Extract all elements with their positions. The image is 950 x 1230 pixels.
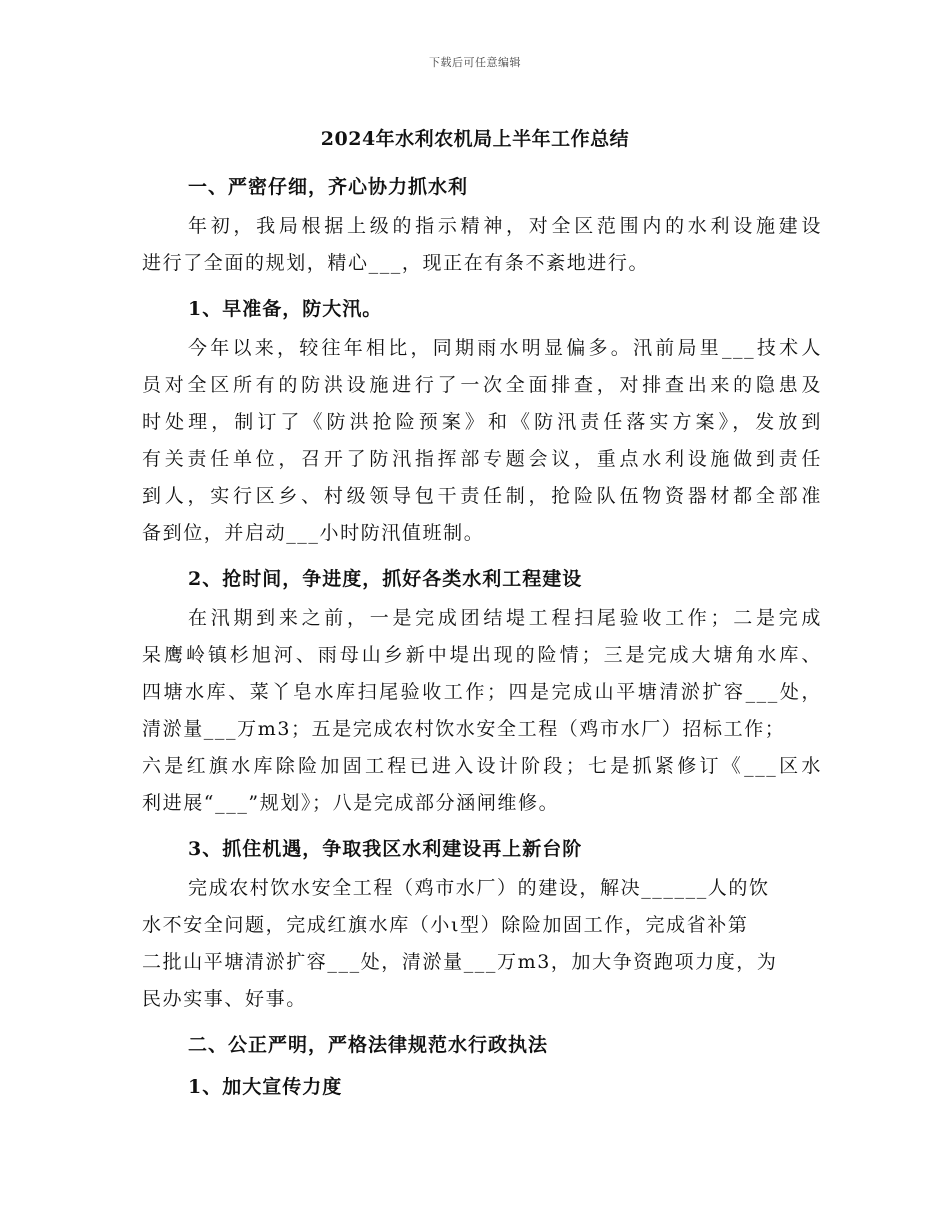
paragraph-line: 时处理，制订了《防洪抢险预案》和《防汛责任落实方案》，发放到 [142, 411, 822, 433]
paragraph-line: 年初，我局根据上级的指示精神，对全区范围内的水利设施建设 [188, 215, 822, 237]
paragraph-line: 备到位，并启动___小时防汛值班制。 [142, 522, 485, 544]
document-body [142, 168, 822, 1106]
document-title: 2024年水利农机局上半年工作总结 [320, 128, 630, 150]
paragraph-line: 民办实事、好事。 [142, 988, 307, 1010]
section-1-paragraph [142, 208, 822, 282]
section-heading-2: 二、公正严明，严格法律规范水行政执法 [188, 1034, 549, 1056]
paragraph-line: 四塘水库、菜丫皂水库扫尾验收工作；四是完成山平塘清淤扩容___处， [142, 681, 822, 703]
paragraph-line: 利进展“___”规划》；八是完成部分涵闸维修。 [142, 792, 560, 814]
subsection-1-3-paragraph [142, 870, 822, 1018]
page-header-note: 下载后可任意编辑 [429, 56, 521, 69]
paragraph-line: 到人，实行区乡、村级领导包干责任制，抢险队伍物资器材都全部准 [142, 485, 822, 507]
subsection-heading-1-1: 1、早准备，防大汛。 [188, 298, 383, 320]
paragraph-line: 有关责任单位，召开了防汛指挥部专题会议，重点水利设施做到责任 [142, 448, 822, 470]
paragraph-line: 进行了全面的规划，精心___，现正在有条不紊地进行。 [142, 252, 650, 274]
paragraph-line: 完成农村饮水安全工程（鸡市水厂）的建设，解决______人的饮 [188, 877, 770, 899]
subsection-1-2-paragraph [142, 600, 822, 822]
section-heading-1: 一、严密仔细，齐心协力抓水利 [188, 176, 469, 198]
paragraph-line: 呆鹰岭镇杉旭河、雨母山乡新中堤出现的险情；三是完成大塘角水库、 [142, 644, 822, 666]
paragraph-line: 六是红旗水库除险加固工程已进入设计阶段；七是抓紧修订《___区水 [142, 755, 822, 777]
subsection-heading-2-1: 1、加大宣传力度 [188, 1076, 343, 1098]
paragraph-line: 清淤量___万m3；五是完成农村饮水安全工程（鸡市水厂）招标工作； [142, 718, 786, 740]
subsection-heading-1-3: 3、抓住机遇，争取我区水利建设再上新台阶 [188, 838, 583, 860]
subsection-1-1-paragraph [142, 330, 822, 552]
paragraph-line: 在汛期到来之前，一是完成团结堤工程扫尾验收工作；二是完成 [188, 607, 822, 629]
paragraph-line: 二批山平塘清淤扩容___处，清淤量___万m3，加大争资跑项力度，为 [142, 951, 778, 973]
paragraph-line: 员对全区所有的防洪设施进行了一次全面排查，对排查出来的隐患及 [142, 374, 822, 396]
paragraph-line: 今年以来，较往年相比，同期雨水明显偏多。汛前局里___技术人 [188, 337, 822, 359]
paragraph-line: 水不安全问题，完成红旗水库（小ι型）除险加固工作，完成省补第 [142, 914, 749, 936]
subsection-heading-1-2: 2、抢时间，争进度，抓好各类水利工程建设 [188, 568, 583, 590]
